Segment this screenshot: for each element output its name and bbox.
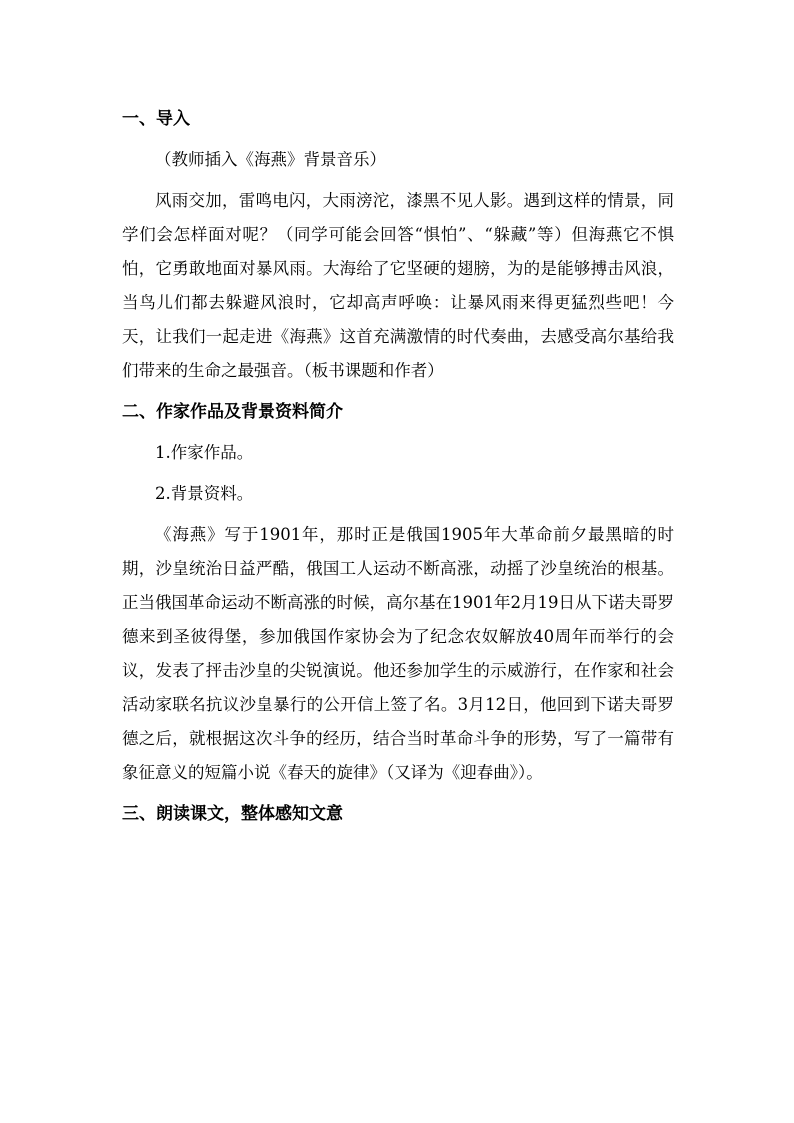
background-paragraph: 《海燕》写于1901年，那时正是俄国1905年大革命前夕最黑暗的时期，沙皇统治日益严酷，俄国工人运动不断高涨，动摇了沙皇统治的根基。正当俄国革命运动不断高涨的时候，高尔基在1901年2月19日从下诺夫哥罗德来到圣彼得堡，参加俄国作家协会为了纪念农奴解放40周年而举行的会议，发表了抨击沙皇的尖锐演说。他还参加学生的示威游行，在作家和社会活动家联名抗议沙皇暴行的公开信上签了名。3月12日，他回到下诺夫哥罗德之后，就根据这次斗争的经历，结合当时革命斗争的形势，写了一篇带有象征意义的短篇小说《春天的旋律》（又译为《迎春曲》）。 — [122, 525, 674, 782]
document-content — [122, 102, 674, 831]
list-item-background: 2.背景资料。 — [155, 484, 254, 503]
section-heading-intro: 一、导入 — [122, 109, 190, 129]
intro-paragraph: 风雨交加，雷鸣电闪，大雨滂沱，漆黑不见人影。遇到这样的情景，同学们会怎样面对呢？（同学可能会回答“惧怕”、“躲藏”等）但海燕它不惧怕，它勇敢地面对暴风雨。大海给了它坚硬的翅膀，为的是能够搏击风浪，当鸟儿们都去躲避风浪时，它却高声呼唤：让暴风雨来得更猛烈些吧！今天，让我们一起走进《海燕》这首充满激情的时代奏曲，去感受高尔基给我们带来的生命之最强音。（板书课题和作者） — [122, 191, 674, 380]
list-item-author-works: 1.作家作品。 — [155, 443, 254, 462]
section-heading-author-background: 二、作家作品及背景资料简介 — [122, 402, 343, 422]
teacher-note: （教师插入《海燕》背景音乐） — [155, 150, 386, 169]
section-heading-reading: 三、朗读课文，整体感知文意 — [122, 804, 343, 824]
